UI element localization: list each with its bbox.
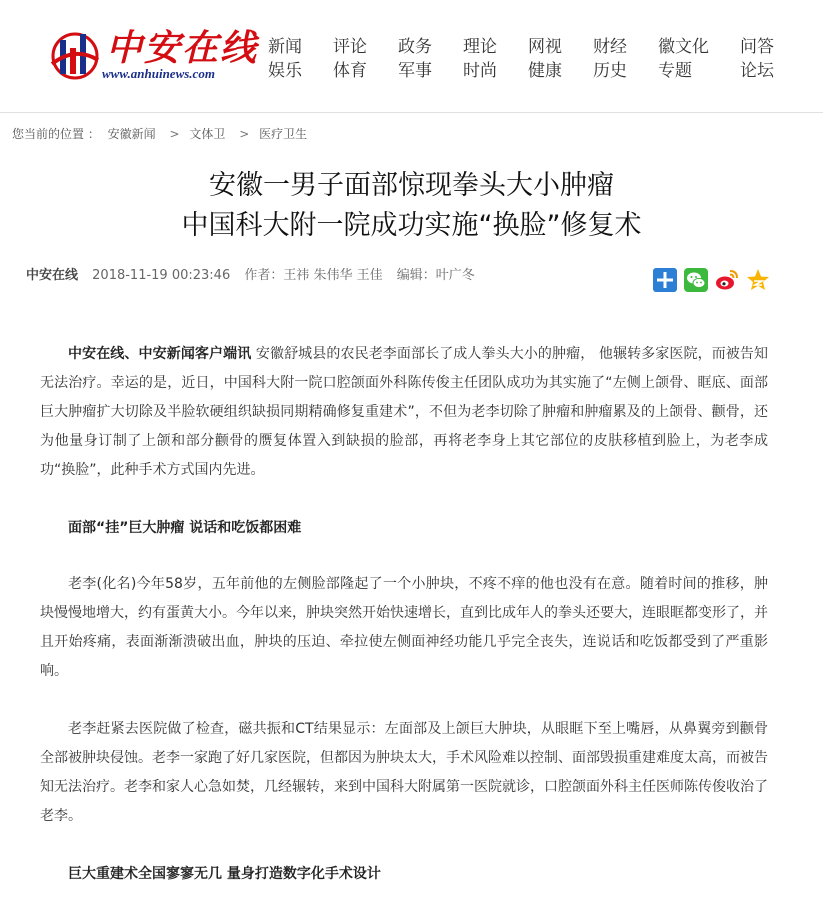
article-editor: 编辑：叶广冬 bbox=[396, 268, 475, 283]
article-meta bbox=[26, 264, 485, 283]
wechat-icon[interactable] bbox=[683, 267, 709, 293]
nav-link-hui-culture[interactable]: 徽文化 bbox=[658, 37, 709, 57]
breadcrumb-separator: > bbox=[169, 127, 180, 141]
nav-link-comment[interactable]: 评论 bbox=[333, 37, 367, 57]
article-title-line: 中国科大附一院成功实施“换脸”修复术 bbox=[181, 210, 642, 241]
article-subheading: 巨大重建术全国寥寥无几 量身打造数字化手术设计 bbox=[68, 866, 381, 882]
plus-share-icon[interactable] bbox=[652, 267, 678, 293]
main-nav bbox=[268, 35, 774, 83]
nav-link-fashion[interactable]: 时尚 bbox=[463, 61, 497, 81]
article-paragraph bbox=[40, 340, 768, 485]
article-paragraph: 老李赶紧去医院做了检查，磁共振和CT结果显示：左面部及上颌巨大肿块，从眼眶下至上嘴唇，从鼻翼旁到颧骨全部被肿块侵蚀。老李一家跑了好几家医院，但都因为肿块太大，手术风险难以控制、面部毁损重建难度太高，而被告知无法治疗。老李和家人心急如焚，几经辗转，来到中国科大附属第一医院就诊，口腔颌面外科主任医师陈传俊收治了老李。 bbox=[40, 721, 768, 824]
site-header bbox=[0, 0, 823, 113]
nav-column bbox=[658, 35, 709, 83]
nav-link-entertainment[interactable]: 娱乐 bbox=[268, 61, 302, 81]
nav-link-sports[interactable]: 体育 bbox=[333, 61, 367, 81]
nav-column bbox=[398, 35, 432, 83]
share-bar bbox=[652, 267, 776, 293]
nav-link-government[interactable]: 政务 bbox=[398, 37, 432, 57]
article-paragraph: 老李(化名)今年58岁，五年前他的左侧脸部隆起了一个小肿块，不疼不痒的他也没有在意。随着时间的推移，肿块慢慢地增大，约有蛋黄大小。今年以来，肿块突然开始快速增长，直到比成年人的拳头还要大，连眼眶都变形了，并且开始疼痛，表面渐渐溃破出血，肿块的压迫、牵拉使左侧面神经功能几乎完全丧失，连说话和吃饭都受到了严重影响。 bbox=[40, 576, 768, 679]
nav-link-health[interactable]: 健康 bbox=[528, 61, 562, 81]
nav-link-theory[interactable]: 理论 bbox=[463, 37, 497, 57]
breadcrumb-item[interactable]: 文体卫 bbox=[189, 127, 226, 141]
breadcrumb-separator: > bbox=[239, 127, 250, 141]
nav-link-finance[interactable]: 财经 bbox=[593, 37, 627, 57]
logo-mark-icon bbox=[48, 26, 102, 82]
breadcrumb-label: 您当前的位置 ： bbox=[12, 127, 100, 141]
nav-link-history[interactable]: 历史 bbox=[593, 61, 627, 81]
article-title-line: 安徽一男子面部惊现拳头大小肿瘤 bbox=[209, 170, 614, 201]
article-source[interactable]: 中安在线 bbox=[26, 268, 79, 283]
logo-text: 中安在线 bbox=[106, 27, 259, 69]
nav-column bbox=[463, 35, 497, 83]
lead-text: 安徽舒城县的农民老李面部长了成人拳头大小的肿瘤， 他辗转多家医院，而被告知无法治疗。幸运的是，近日，中国科大附一院口腔颌面外科陈传俊主任团队成功为其实施了“左侧上颌骨、眶底、面部巨大肿瘤扩大切除及半脸软硬组织缺损同期精确修复重建术”，不但为老李切除了肿瘤和肿瘤累及的上颌骨、颧骨，还为他量身订制了上颌和部分颧骨的赝复体置入到缺损的脸部，再将老李身上其它部位的皮肤移植到脸上，为老李成功“换脸”，此种手术方式国内先进。 bbox=[40, 346, 768, 478]
article-body bbox=[40, 340, 768, 916]
breadcrumb-item[interactable]: 医疗卫生 bbox=[259, 127, 308, 141]
breadcrumb bbox=[12, 125, 311, 142]
nav-column bbox=[268, 35, 302, 83]
nav-link-military[interactable]: 军事 bbox=[398, 61, 432, 81]
article-title bbox=[0, 166, 823, 246]
logo-url: www.anhuinews.com bbox=[102, 66, 215, 81]
nav-column bbox=[740, 35, 774, 83]
nav-link-topics[interactable]: 专题 bbox=[658, 61, 692, 81]
nav-column bbox=[528, 35, 562, 83]
weibo-icon[interactable] bbox=[714, 267, 740, 293]
nav-link-forum[interactable]: 论坛 bbox=[740, 61, 774, 81]
lead-dateline: 中安在线、中安新闻客户端讯 bbox=[68, 346, 252, 362]
article-authors: 作者：王祎 朱伟华 王佳 bbox=[244, 268, 383, 283]
nav-link-qa[interactable]: 问答 bbox=[740, 37, 774, 57]
qzone-star-icon[interactable] bbox=[745, 267, 771, 293]
nav-link-video[interactable]: 网视 bbox=[528, 37, 562, 57]
nav-link-news[interactable]: 新闻 bbox=[268, 37, 302, 57]
article-datetime: 2018-11-19 00:23:46 bbox=[92, 268, 231, 283]
article-subheading: 面部“挂”巨大肿瘤 说话和吃饭都困难 bbox=[68, 520, 302, 536]
breadcrumb-item[interactable]: 安徽新闻 bbox=[107, 127, 156, 141]
nav-column bbox=[593, 35, 627, 83]
nav-column bbox=[333, 35, 367, 83]
site-logo[interactable] bbox=[44, 20, 259, 86]
